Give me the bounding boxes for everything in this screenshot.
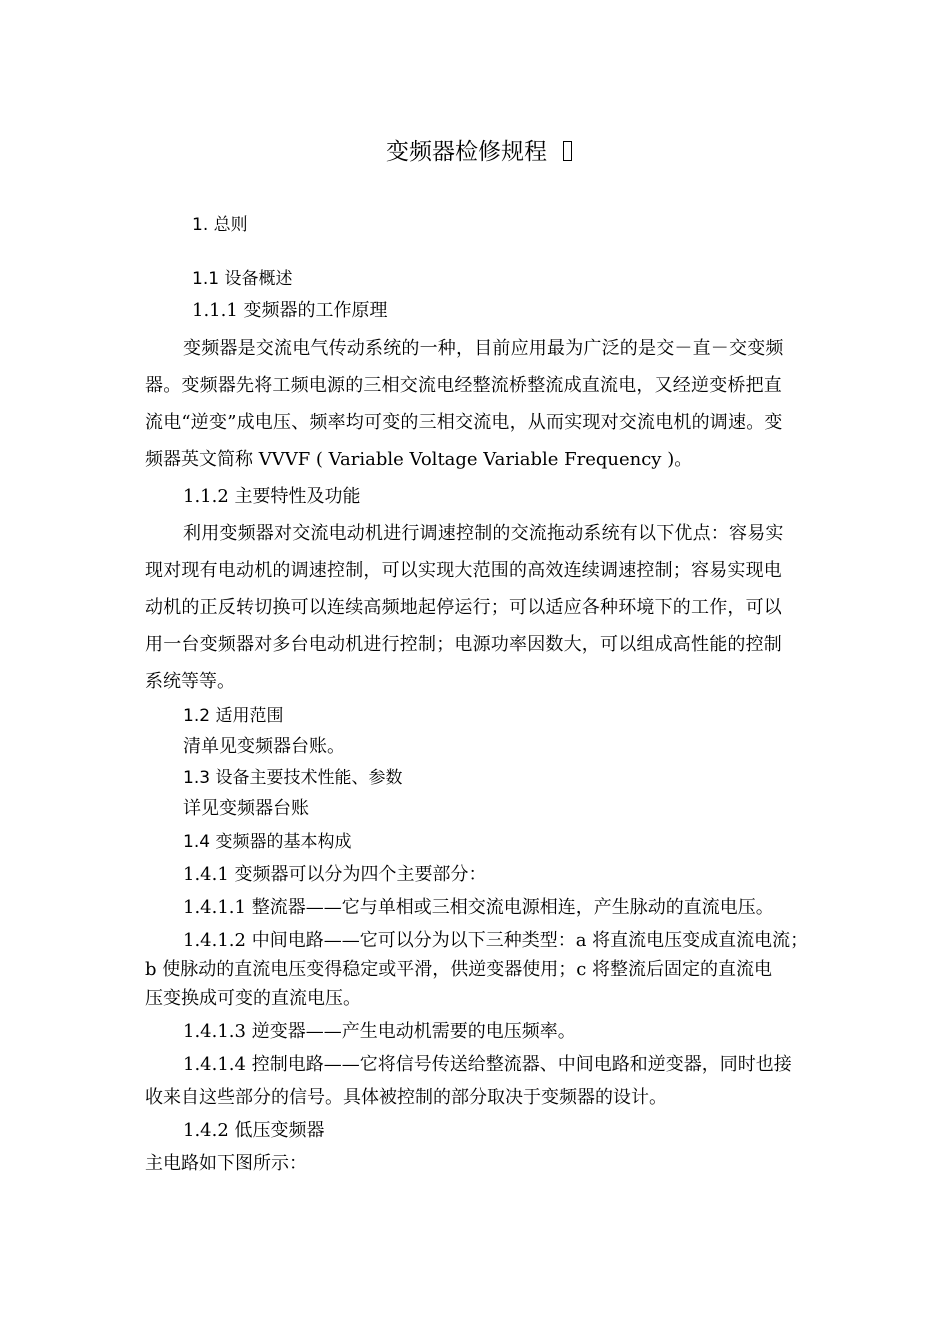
title-marker-box <box>563 141 572 161</box>
heading-basic-composition: 1.4 变频器的基本构成 <box>183 832 352 852</box>
paragraph-line: 变频器是交流电气传动系统的一种，目前应用最为广泛的是交－直－交变频 <box>183 338 784 359</box>
heading-general: 1. 总则 <box>192 215 248 235</box>
heading-equipment-overview: 1.1 设备概述 <box>192 269 293 289</box>
paragraph-line: 动机的正反转切换可以连续高频地起停运行；可以适应各种环境下的工作，可以 <box>145 597 782 618</box>
heading-main-features: 1.1.2 主要特性及功能 <box>183 486 361 507</box>
paragraph-line: 流电“逆变”成电压、频率均可变的三相交流电，从而实现对交流电机的调速。变 <box>145 412 783 433</box>
item-inverter: 1.4.1.3 逆变器——产生电动机需要的电压频率。 <box>183 1021 576 1042</box>
paragraph-line: 用一台变频器对多台电动机进行控制；电源功率因数大，可以组成高性能的控制 <box>145 634 782 655</box>
paragraph-tech-params: 详见变频器台账 <box>183 798 309 819</box>
item-rectifier: 1.4.1.1 整流器——它与单相或三相交流电源相连，产生脉动的直流电压。 <box>183 897 774 918</box>
item-control-circuit-line: 收来自这些部分的信号。具体被控制的部分取决于变频器的设计。 <box>145 1087 667 1108</box>
paragraph-scope: 清单见变频器台账。 <box>183 736 345 757</box>
heading-low-voltage-vfd: 1.4.2 低压变频器 <box>183 1120 325 1141</box>
paragraph-main-circuit: 主电路如下图所示： <box>145 1153 307 1174</box>
heading-scope: 1.2 适用范围 <box>183 706 284 726</box>
item-intermediate-circuit-line: b 使脉动的直流电压变得稳定或平滑，供逆变器使用；c 将整流后固定的直流电 <box>145 959 773 980</box>
heading-four-parts: 1.4.1 变频器可以分为四个主要部分： <box>183 864 487 885</box>
heading-working-principle: 1.1.1 变频器的工作原理 <box>192 300 388 321</box>
paragraph-line: 利用变频器对交流电动机进行调速控制的交流拖动系统有以下优点：容易实 <box>183 523 784 544</box>
document-title: 变频器检修规程 <box>386 139 547 165</box>
item-control-circuit-line: 1.4.1.4 控制电路——它将信号传送给整流器、中间电路和逆变器，同时也接 <box>183 1054 792 1075</box>
heading-tech-params: 1.3 设备主要技术性能、参数 <box>183 768 403 788</box>
item-intermediate-circuit-line: 1.4.1.2 中间电路——它可以分为以下三种类型：a 将直流电压变成直流电流； <box>183 930 809 951</box>
paragraph-line: 现对现有电动机的调速控制，可以实现大范围的高效连续调速控制；容易实现电 <box>145 560 782 581</box>
paragraph-line: 系统等等。 <box>145 671 235 692</box>
paragraph-line: 器。变频器先将工频电源的三相交流电经整流桥整流成直流电，又经逆变桥把直 <box>145 375 782 396</box>
item-intermediate-circuit-line: 压变换成可变的直流电压。 <box>145 988 361 1009</box>
paragraph-line: 频器英文简称 VVVF ( Variable Voltage Variable Frequency )。 <box>145 449 693 470</box>
